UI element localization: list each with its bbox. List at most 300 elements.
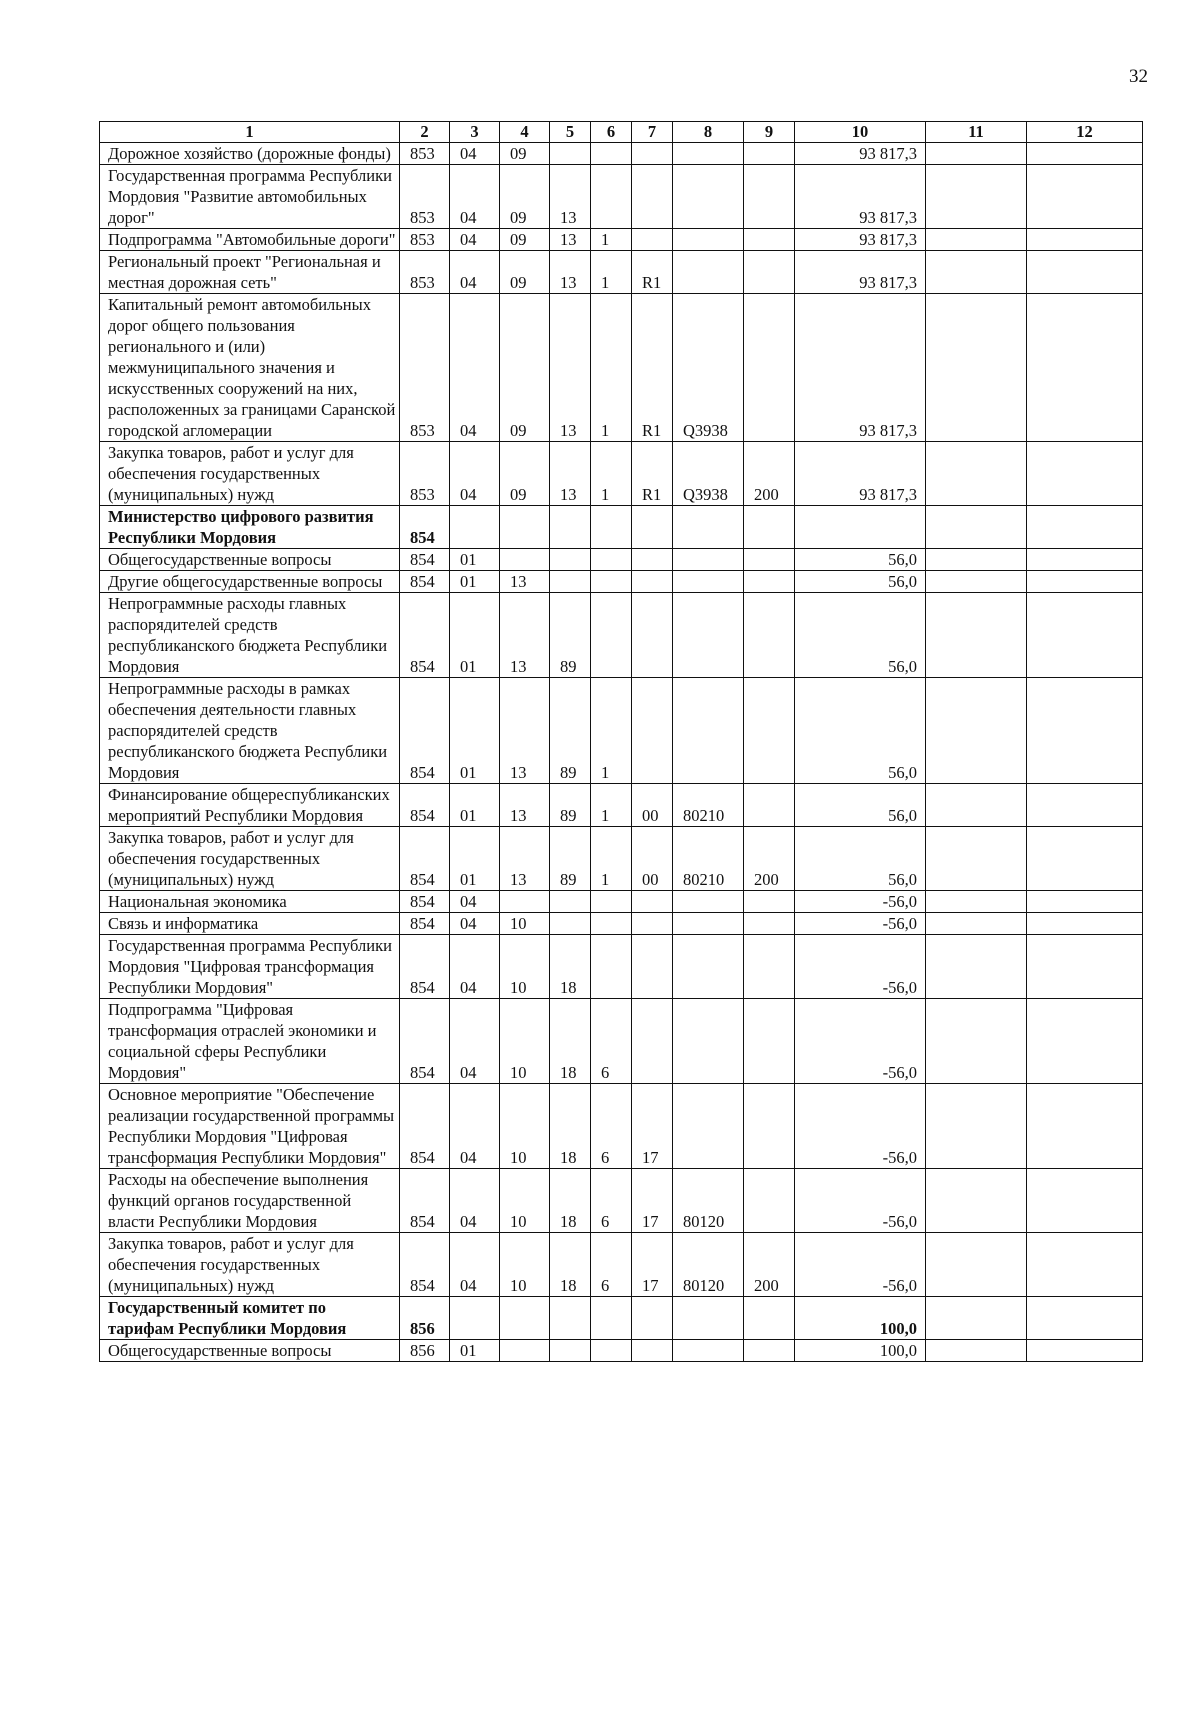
page-number: 32 (1129, 66, 1148, 87)
row-amount (795, 506, 926, 549)
row-col-5: 89 (550, 827, 591, 891)
row-col-2: 854 (400, 678, 450, 784)
row-col-7 (632, 891, 673, 913)
row-col-6: 1 (591, 678, 632, 784)
row-col-6: 6 (591, 999, 632, 1084)
row-col-5 (550, 1297, 591, 1340)
row-col-9: 200 (744, 1233, 795, 1297)
row-amount: 56,0 (795, 593, 926, 678)
row-col-2: 853 (400, 442, 450, 506)
row-col-3: 04 (450, 935, 500, 999)
row-col-11 (926, 1233, 1027, 1297)
row-col-9 (744, 891, 795, 913)
row-col-12 (1027, 935, 1143, 999)
row-col-6 (591, 1340, 632, 1362)
column-header-8: 8 (673, 122, 744, 143)
row-col-7 (632, 229, 673, 251)
row-col-12 (1027, 294, 1143, 442)
row-col-11 (926, 891, 1027, 913)
row-col-12 (1027, 827, 1143, 891)
column-header-7: 7 (632, 122, 673, 143)
row-name: Государственная программа Республики Мордовия "Цифровая трансформация Республики Мордовия" (100, 935, 400, 999)
row-col-3: 01 (450, 571, 500, 593)
row-col-6 (591, 1297, 632, 1340)
table-row (100, 1340, 1143, 1362)
row-name: Подпрограмма "Цифровая трансформация отраслей экономики и социальной сферы Республики Мордовия" (100, 999, 400, 1084)
table-row (100, 549, 1143, 571)
row-col-7 (632, 678, 673, 784)
row-col-9 (744, 1084, 795, 1169)
row-col-2: 854 (400, 999, 450, 1084)
row-col-2: 854 (400, 571, 450, 593)
row-col-4: 13 (500, 784, 550, 827)
row-col-5: 13 (550, 229, 591, 251)
row-col-5: 13 (550, 165, 591, 229)
row-col-11 (926, 999, 1027, 1084)
row-col-9 (744, 913, 795, 935)
row-col-4: 13 (500, 678, 550, 784)
row-col-5: 13 (550, 294, 591, 442)
row-col-11 (926, 1297, 1027, 1340)
row-col-3: 04 (450, 143, 500, 165)
column-header-2: 2 (400, 122, 450, 143)
row-col-6: 1 (591, 229, 632, 251)
row-col-12 (1027, 442, 1143, 506)
row-col-5: 13 (550, 251, 591, 294)
row-col-3: 04 (450, 913, 500, 935)
row-amount: 56,0 (795, 784, 926, 827)
row-col-5 (550, 913, 591, 935)
row-col-2: 854 (400, 891, 450, 913)
row-col-9 (744, 1297, 795, 1340)
row-amount: 93 817,3 (795, 442, 926, 506)
row-col-11 (926, 678, 1027, 784)
row-col-2: 854 (400, 1233, 450, 1297)
row-col-3: 04 (450, 165, 500, 229)
row-col-3: 04 (450, 442, 500, 506)
row-col-12 (1027, 913, 1143, 935)
row-col-12 (1027, 678, 1143, 784)
row-col-6 (591, 571, 632, 593)
row-col-8 (673, 913, 744, 935)
row-col-7 (632, 935, 673, 999)
row-name: Общегосударственные вопросы (100, 1340, 400, 1362)
row-col-8 (673, 571, 744, 593)
row-col-6 (591, 891, 632, 913)
row-col-5: 18 (550, 935, 591, 999)
row-col-8: 80210 (673, 827, 744, 891)
row-col-3: 01 (450, 1340, 500, 1362)
column-header-12: 12 (1027, 122, 1143, 143)
row-col-7: 17 (632, 1233, 673, 1297)
row-col-4 (500, 506, 550, 549)
row-col-4: 10 (500, 999, 550, 1084)
row-col-7: R1 (632, 294, 673, 442)
row-col-3: 04 (450, 251, 500, 294)
row-col-2: 853 (400, 165, 450, 229)
row-col-12 (1027, 1233, 1143, 1297)
row-col-8: 80210 (673, 784, 744, 827)
row-amount: -56,0 (795, 1233, 926, 1297)
row-col-11 (926, 935, 1027, 999)
column-header-9: 9 (744, 122, 795, 143)
row-col-11 (926, 506, 1027, 549)
row-col-7: 17 (632, 1169, 673, 1233)
row-col-4: 09 (500, 229, 550, 251)
row-col-8 (673, 251, 744, 294)
row-col-7 (632, 506, 673, 549)
row-amount: 93 817,3 (795, 165, 926, 229)
row-col-9 (744, 571, 795, 593)
row-col-12 (1027, 1084, 1143, 1169)
row-col-4: 13 (500, 827, 550, 891)
row-name: Закупка товаров, работ и услуг для обеспечения государственных (муниципальных) нужд (100, 827, 400, 891)
row-amount: 93 817,3 (795, 229, 926, 251)
row-col-5 (550, 143, 591, 165)
row-col-8: Q3938 (673, 294, 744, 442)
row-col-7: 00 (632, 827, 673, 891)
row-col-9 (744, 251, 795, 294)
row-name: Подпрограмма "Автомобильные дороги" (100, 229, 400, 251)
row-col-8 (673, 1084, 744, 1169)
row-col-6: 6 (591, 1084, 632, 1169)
row-col-4: 13 (500, 593, 550, 678)
row-col-11 (926, 1169, 1027, 1233)
row-col-5: 18 (550, 999, 591, 1084)
row-col-9 (744, 999, 795, 1084)
row-col-6: 1 (591, 251, 632, 294)
row-col-6: 1 (591, 442, 632, 506)
row-col-5: 89 (550, 678, 591, 784)
column-header-3: 3 (450, 122, 500, 143)
row-col-6 (591, 935, 632, 999)
row-col-12 (1027, 1297, 1143, 1340)
row-col-4: 13 (500, 571, 550, 593)
row-name: Связь и информатика (100, 913, 400, 935)
table-row (100, 229, 1143, 251)
row-col-11 (926, 442, 1027, 506)
row-amount: -56,0 (795, 935, 926, 999)
row-col-2: 854 (400, 1169, 450, 1233)
row-col-9: 200 (744, 827, 795, 891)
row-col-6 (591, 165, 632, 229)
table-row (100, 1297, 1143, 1340)
row-col-8: Q3938 (673, 442, 744, 506)
row-col-3 (450, 506, 500, 549)
row-col-9 (744, 229, 795, 251)
row-col-12 (1027, 784, 1143, 827)
row-col-2: 854 (400, 935, 450, 999)
table-row (100, 1169, 1143, 1233)
row-col-4: 10 (500, 1233, 550, 1297)
row-amount: -56,0 (795, 999, 926, 1084)
row-col-9 (744, 1169, 795, 1233)
row-col-7 (632, 571, 673, 593)
row-name: Министерство цифрового развития Республики Мордовия (100, 506, 400, 549)
row-col-5 (550, 506, 591, 549)
row-col-4: 09 (500, 165, 550, 229)
table-row (100, 935, 1143, 999)
table-row (100, 913, 1143, 935)
row-name: Расходы на обеспечение выполнения функций органов государственной власти Республики Мордовия (100, 1169, 400, 1233)
table-row (100, 1084, 1143, 1169)
row-name: Финансирование общереспубликанских мероприятий Республики Мордовия (100, 784, 400, 827)
row-col-12 (1027, 143, 1143, 165)
row-col-4 (500, 1340, 550, 1362)
row-col-5: 18 (550, 1169, 591, 1233)
row-col-6 (591, 143, 632, 165)
row-col-9 (744, 506, 795, 549)
table-row (100, 442, 1143, 506)
row-col-2: 854 (400, 827, 450, 891)
row-col-5: 89 (550, 593, 591, 678)
row-col-5 (550, 571, 591, 593)
row-col-3: 04 (450, 1233, 500, 1297)
row-col-9 (744, 549, 795, 571)
row-col-2: 854 (400, 784, 450, 827)
row-amount: 56,0 (795, 678, 926, 784)
row-col-5: 18 (550, 1084, 591, 1169)
row-col-6: 1 (591, 827, 632, 891)
row-name: Непрограммные расходы главных распорядителей средств республиканского бюджета Республики Мордовия (100, 593, 400, 678)
row-col-8 (673, 1340, 744, 1362)
row-col-7: 17 (632, 1084, 673, 1169)
table-row (100, 143, 1143, 165)
row-name: Государственная программа Республики Мордовия "Развитие автомобильных дорог" (100, 165, 400, 229)
row-col-9 (744, 593, 795, 678)
row-col-6 (591, 549, 632, 571)
row-col-11 (926, 165, 1027, 229)
row-col-9 (744, 678, 795, 784)
row-col-3: 01 (450, 549, 500, 571)
row-col-9 (744, 784, 795, 827)
row-col-11 (926, 251, 1027, 294)
row-col-7: 00 (632, 784, 673, 827)
row-col-3 (450, 1297, 500, 1340)
row-col-8: 80120 (673, 1233, 744, 1297)
row-col-2: 854 (400, 506, 450, 549)
row-col-5 (550, 891, 591, 913)
row-col-7 (632, 999, 673, 1084)
row-name: Капитальный ремонт автомобильных дорог общего пользования регионального и (или) межмуниципального значения и искусственных сооружений на них, расположенных за границами Саранской городской агломерации (100, 294, 400, 442)
row-col-7 (632, 1340, 673, 1362)
table-row (100, 784, 1143, 827)
row-col-3: 01 (450, 678, 500, 784)
row-col-2: 853 (400, 229, 450, 251)
row-col-7: R1 (632, 442, 673, 506)
row-col-5 (550, 549, 591, 571)
row-col-7 (632, 143, 673, 165)
row-col-5: 89 (550, 784, 591, 827)
table-row (100, 891, 1143, 913)
row-col-6: 1 (591, 294, 632, 442)
column-header-6: 6 (591, 122, 632, 143)
row-col-2: 854 (400, 593, 450, 678)
row-col-7 (632, 1297, 673, 1340)
row-col-4: 10 (500, 1084, 550, 1169)
row-name: Региональный проект "Региональная и местная дорожная сеть" (100, 251, 400, 294)
row-col-9 (744, 1340, 795, 1362)
row-name: Закупка товаров, работ и услуг для обеспечения государственных (муниципальных) нужд (100, 1233, 400, 1297)
row-col-4: 09 (500, 294, 550, 442)
row-col-11 (926, 1084, 1027, 1169)
row-amount: -56,0 (795, 1084, 926, 1169)
row-col-3: 04 (450, 891, 500, 913)
row-col-11 (926, 784, 1027, 827)
row-col-8 (673, 229, 744, 251)
row-col-12 (1027, 999, 1143, 1084)
row-col-8: 80120 (673, 1169, 744, 1233)
row-col-6 (591, 506, 632, 549)
row-col-11 (926, 1340, 1027, 1362)
row-col-3: 01 (450, 827, 500, 891)
row-col-5 (550, 1340, 591, 1362)
column-header-10: 10 (795, 122, 926, 143)
row-col-2: 853 (400, 251, 450, 294)
row-col-3: 04 (450, 999, 500, 1084)
row-col-12 (1027, 1169, 1143, 1233)
row-col-3: 01 (450, 784, 500, 827)
row-col-12 (1027, 229, 1143, 251)
column-header-11: 11 (926, 122, 1027, 143)
row-col-11 (926, 294, 1027, 442)
row-col-6: 6 (591, 1233, 632, 1297)
row-col-9: 200 (744, 442, 795, 506)
row-col-9 (744, 935, 795, 999)
row-col-3: 04 (450, 294, 500, 442)
row-col-7 (632, 549, 673, 571)
row-col-12 (1027, 593, 1143, 678)
row-col-2: 853 (400, 294, 450, 442)
row-col-2: 854 (400, 913, 450, 935)
row-name: Государственный комитет по тарифам Республики Мордовия (100, 1297, 400, 1340)
row-col-4 (500, 549, 550, 571)
row-amount: 56,0 (795, 549, 926, 571)
row-col-7 (632, 165, 673, 229)
row-col-8 (673, 678, 744, 784)
row-col-9 (744, 294, 795, 442)
column-header-4: 4 (500, 122, 550, 143)
row-col-2: 856 (400, 1297, 450, 1340)
table-row (100, 678, 1143, 784)
table-row (100, 294, 1143, 442)
row-amount: 56,0 (795, 571, 926, 593)
row-col-5: 13 (550, 442, 591, 506)
row-col-5: 18 (550, 1233, 591, 1297)
row-col-11 (926, 827, 1027, 891)
row-col-9 (744, 143, 795, 165)
row-name: Основное мероприятие "Обеспечение реализации государственной программы Республики Мордовия "Цифровая трансформация Республики Мордовия" (100, 1084, 400, 1169)
row-col-8 (673, 891, 744, 913)
column-header-5: 5 (550, 122, 591, 143)
row-amount: 93 817,3 (795, 251, 926, 294)
row-col-8 (673, 143, 744, 165)
row-col-11 (926, 229, 1027, 251)
row-col-11 (926, 593, 1027, 678)
row-col-8 (673, 549, 744, 571)
row-col-12 (1027, 506, 1143, 549)
row-amount: -56,0 (795, 913, 926, 935)
row-col-2: 856 (400, 1340, 450, 1362)
row-col-12 (1027, 891, 1143, 913)
row-col-7 (632, 593, 673, 678)
table-row (100, 1233, 1143, 1297)
table-row (100, 827, 1143, 891)
table-row (100, 506, 1143, 549)
row-col-11 (926, 571, 1027, 593)
row-col-12 (1027, 549, 1143, 571)
row-col-4: 09 (500, 251, 550, 294)
row-col-4: 09 (500, 442, 550, 506)
row-col-3: 01 (450, 593, 500, 678)
table-row (100, 571, 1143, 593)
row-col-12 (1027, 251, 1143, 294)
row-col-8 (673, 935, 744, 999)
row-amount: 93 817,3 (795, 294, 926, 442)
row-name: Закупка товаров, работ и услуг для обеспечения государственных (муниципальных) нужд (100, 442, 400, 506)
row-col-9 (744, 165, 795, 229)
row-amount: 56,0 (795, 827, 926, 891)
row-amount: 100,0 (795, 1297, 926, 1340)
row-col-4: 10 (500, 913, 550, 935)
row-col-6: 1 (591, 784, 632, 827)
row-name: Дорожное хозяйство (дорожные фонды) (100, 143, 400, 165)
row-name: Другие общегосударственные вопросы (100, 571, 400, 593)
table-row (100, 593, 1143, 678)
row-col-4 (500, 891, 550, 913)
row-col-11 (926, 143, 1027, 165)
row-amount: -56,0 (795, 891, 926, 913)
row-col-11 (926, 913, 1027, 935)
row-col-4: 09 (500, 143, 550, 165)
row-col-6: 6 (591, 1169, 632, 1233)
row-col-2: 853 (400, 143, 450, 165)
row-col-6 (591, 913, 632, 935)
table-row (100, 251, 1143, 294)
row-col-3: 04 (450, 229, 500, 251)
row-col-12 (1027, 571, 1143, 593)
row-name: Общегосударственные вопросы (100, 549, 400, 571)
table-body (100, 143, 1143, 1362)
row-col-2: 854 (400, 549, 450, 571)
row-col-3: 04 (450, 1084, 500, 1169)
row-col-11 (926, 549, 1027, 571)
row-amount: -56,0 (795, 1169, 926, 1233)
row-col-2: 854 (400, 1084, 450, 1169)
row-col-12 (1027, 165, 1143, 229)
row-col-7: R1 (632, 251, 673, 294)
row-name: Непрограммные расходы в рамках обеспечения деятельности главных распорядителей средств республиканского бюджета Республики Мордовия (100, 678, 400, 784)
row-col-8 (673, 999, 744, 1084)
row-amount: 93 817,3 (795, 143, 926, 165)
row-col-12 (1027, 1340, 1143, 1362)
row-col-8 (673, 593, 744, 678)
table-row (100, 999, 1143, 1084)
column-header-1: 1 (100, 122, 400, 143)
header-row (100, 122, 1143, 143)
row-col-4: 10 (500, 1169, 550, 1233)
row-col-8 (673, 1297, 744, 1340)
row-col-7 (632, 913, 673, 935)
row-col-8 (673, 165, 744, 229)
row-col-3: 04 (450, 1169, 500, 1233)
row-name: Национальная экономика (100, 891, 400, 913)
table-row (100, 165, 1143, 229)
row-col-6 (591, 593, 632, 678)
budget-table (99, 121, 1143, 1362)
row-amount: 100,0 (795, 1340, 926, 1362)
row-col-4: 10 (500, 935, 550, 999)
